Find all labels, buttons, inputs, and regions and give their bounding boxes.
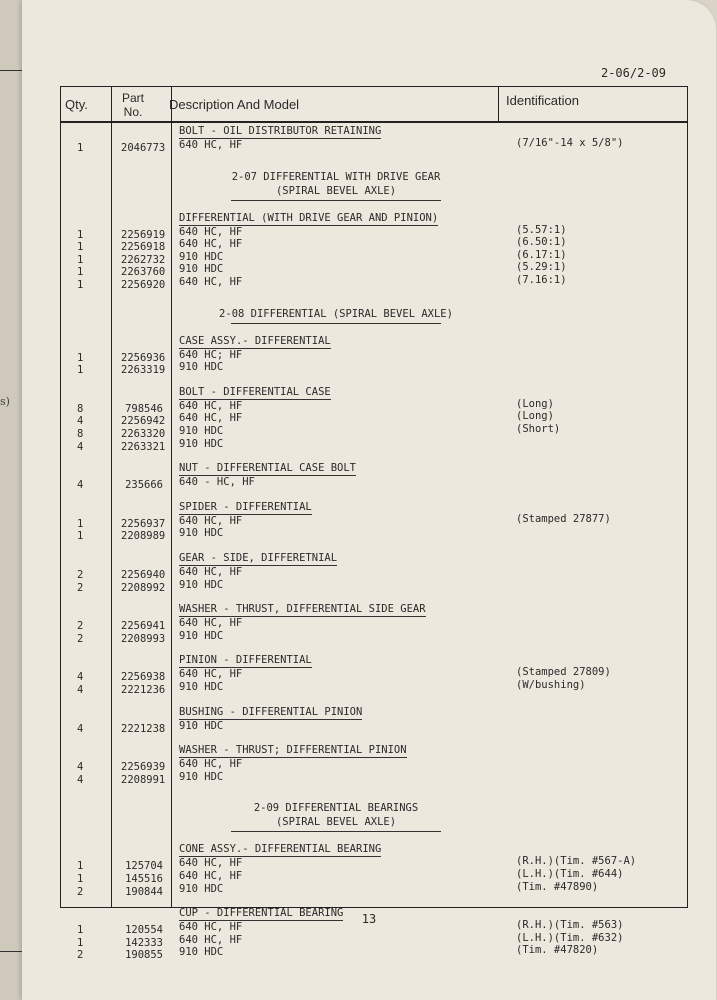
qty-cell: 1 (77, 266, 84, 279)
catalog-page (22, 0, 716, 1000)
section-heading-line: (SPIRAL BEVEL AXLE) (275, 816, 397, 829)
group-title: DIFFERENTIAL (WITH DRIVE GEAR AND PINION) (179, 211, 439, 224)
part-number-cell: 2256918 (121, 241, 166, 254)
column-divider (498, 87, 499, 121)
model-cell: 910 HDC (179, 578, 224, 591)
group-title: CONE ASSY.- DIFFERENTIAL BEARING (179, 843, 382, 856)
identification-cell: (L.H.)(Tim. #644) (516, 868, 624, 880)
model-cell: 640 HC, HF (179, 933, 243, 946)
part-number-cell: 235666 (125, 479, 163, 492)
part-number-cell: 2263760 (121, 266, 166, 279)
identification-cell: (Stamped 27877) (516, 512, 611, 525)
section-heading-line: 2-08 DIFFERENTIAL (SPIRAL BEVEL AXLE) (219, 307, 453, 320)
model-cell: 910 HDC (179, 882, 224, 895)
header-description: Description And Model (169, 97, 300, 112)
identification-cell: (R.H.)(Tim. #563) (516, 919, 624, 932)
part-number-cell: 2256938 (121, 671, 166, 684)
identification-cell: (Tim. #47890) (516, 880, 599, 893)
qty-cell: 1 (77, 351, 84, 364)
qty-cell: 4 (77, 440, 84, 453)
qty-cell: 1 (77, 364, 84, 377)
model-cell: 910 HDC (179, 770, 224, 783)
qty-cell: 4 (77, 671, 84, 684)
qty-cell: 1 (77, 142, 84, 154)
section-heading-line: (SPIRAL BEVEL AXLE) (275, 184, 397, 197)
model-cell: 640 HC, HF (179, 139, 243, 151)
part-number-cell: 142333 (125, 936, 163, 949)
part-number-cell: 2256939 (121, 761, 166, 774)
qty-cell: 2 (77, 885, 84, 898)
qty-cell: 1 (77, 924, 84, 937)
model-cell: 640 HC, HF (179, 225, 243, 238)
model-cell: 640 HC, HF (179, 921, 243, 934)
qty-cell: 1 (77, 241, 84, 254)
part-number-cell: 2208991 (121, 773, 166, 786)
identification-cell: (Stamped 27809) (516, 666, 611, 679)
table-header (61, 87, 687, 123)
qty-cell: 8 (77, 428, 84, 440)
model-cell: 640 HC, HF (179, 566, 243, 578)
qty-cell: 4 (77, 684, 84, 696)
group-title: GEAR - SIDE, DIFFERETNIAL (179, 552, 338, 564)
section-heading-line: 2-09 DIFFERENTIAL BEARINGS (253, 802, 419, 815)
qty-cell: 2 (77, 581, 84, 594)
group-title: WASHER - THRUST, DIFFERENTIAL SIDE GEAR (179, 603, 426, 616)
model-cell: 640 HC, HF (179, 276, 243, 288)
qty-cell: 2 (77, 569, 84, 581)
identification-cell: (Long) (516, 410, 554, 423)
qty-cell: 2 (77, 620, 84, 633)
qty-cell: 4 (77, 761, 84, 774)
identification-cell: (5.57:1) (516, 223, 567, 236)
section-underline (231, 200, 441, 201)
section-heading-line: 2-07 DIFFERENTIAL WITH DRIVE GEAR (231, 170, 441, 183)
identification-cell: (7/16"-14 x 5/8") (516, 137, 624, 149)
model-cell: 640 HC, HF (179, 514, 243, 527)
qty-cell: 4 (77, 479, 84, 492)
part-number-cell: 2221238 (121, 722, 166, 735)
section-underline (231, 831, 441, 832)
header-part-no: Part No. (121, 91, 144, 119)
group-title: CUP - DIFFERENTIAL BEARING (179, 907, 344, 920)
qty-cell: 4 (77, 415, 84, 428)
part-number-cell: 190855 (125, 949, 163, 962)
model-cell: 910 HDC (179, 263, 224, 276)
header-qty: Qty. (65, 97, 88, 112)
part-number-cell: 2208993 (121, 632, 166, 645)
section-heading (171, 801, 501, 829)
model-cell: 910 HDC (179, 527, 224, 540)
model-cell: 910 HDC (179, 681, 224, 693)
model-cell: 910 HDC (179, 719, 224, 732)
qty-cell: 1 (77, 517, 84, 530)
identification-cell: (Short) (516, 423, 561, 435)
qty-cell: 1 (77, 279, 84, 291)
facing-page-border (0, 70, 24, 952)
identification-cell: (R.H.)(Tim. #567-A) (516, 855, 637, 868)
identification-cell: (L.H.)(Tim. #632) (516, 931, 624, 944)
part-number-cell: 2256940 (121, 569, 166, 581)
identification-cell: (W/bushing) (516, 679, 586, 691)
model-cell: 640 HC, HF (179, 238, 243, 251)
group-title: CASE ASSY.- DIFFERENTIAL (179, 334, 331, 347)
part-number-cell: 2256936 (121, 351, 166, 364)
column-divider (111, 87, 112, 907)
identification-cell: (Tim. #47820) (516, 944, 599, 957)
identification-cell: (6.50:1) (516, 236, 567, 249)
model-cell: 910 HDC (179, 437, 224, 450)
group-title: SPIDER - DIFFERENTIAL (179, 500, 312, 513)
identification-cell: (7.16:1) (516, 274, 567, 286)
part-number-cell: 190844 (125, 885, 163, 898)
qty-cell: 1 (77, 253, 84, 266)
part-number-cell: 120554 (125, 924, 163, 937)
model-cell: 640 HC; HF (179, 348, 243, 361)
identification-cell: (Long) (516, 397, 554, 410)
page-section-ref: 2-06/2-09 (600, 66, 666, 80)
part-number-cell: 2221236 (121, 684, 166, 696)
part-number-cell: 2256920 (121, 279, 166, 291)
group-title: WASHER - THRUST; DIFFERENTIAL PINION (179, 744, 407, 757)
model-cell: 640 HC, HF (179, 617, 243, 630)
model-cell: 910 HDC (179, 361, 224, 374)
facing-page-text: s) (0, 395, 10, 408)
page-number: 13 (361, 912, 377, 926)
header-identification: Identification (506, 93, 579, 108)
model-cell: 640 - HC, HF (179, 476, 255, 489)
model-cell: 640 HC, HF (179, 412, 243, 425)
identification-cell: (6.17:1) (516, 248, 567, 261)
model-cell: 910 HDC (179, 629, 224, 642)
group-title: NUT - DIFFERENTIAL CASE BOLT (179, 462, 357, 475)
qty-cell: 1 (77, 530, 84, 543)
model-cell: 640 HC, HF (179, 857, 243, 870)
group-title: PINION - DIFFERENTIAL (179, 654, 312, 667)
qty-cell: 1 (77, 228, 84, 241)
group-title: BUSHING - DIFFERENTIAL PINION (179, 705, 363, 718)
identification-cell: (5.29:1) (516, 261, 567, 274)
group-title: BOLT - OIL DISTRIBUTOR RETAINING (179, 125, 382, 137)
part-number-cell: 2256942 (121, 415, 166, 428)
qty-cell: 4 (77, 722, 84, 735)
qty-cell: 2 (77, 632, 84, 645)
part-number-cell: 798546 (125, 402, 163, 415)
qty-cell: 1 (77, 936, 84, 949)
part-number-cell: 145516 (125, 873, 163, 885)
part-number-cell: 2256937 (121, 517, 166, 530)
part-number-cell: 125704 (125, 860, 163, 873)
model-cell: 640 HC, HF (179, 399, 243, 412)
qty-cell: 1 (77, 860, 84, 873)
section-underline (231, 323, 441, 324)
qty-cell: 2 (77, 949, 84, 962)
part-number-cell: 2256919 (121, 228, 166, 241)
model-cell: 910 HDC (179, 425, 224, 437)
model-cell: 640 HC, HF (179, 668, 243, 681)
group-title: BOLT - DIFFERENTIAL CASE (179, 385, 331, 398)
column-divider (171, 87, 172, 907)
qty-cell: 4 (77, 773, 84, 786)
model-cell: 640 HC, HF (179, 758, 243, 771)
qty-cell: 1 (77, 873, 84, 885)
part-number-cell: 2208992 (121, 581, 166, 594)
section-heading (171, 170, 501, 198)
part-number-cell: 2046773 (121, 142, 166, 154)
model-cell: 640 HC, HF (179, 870, 243, 882)
part-number-cell: 2263319 (121, 364, 166, 377)
qty-cell: 8 (77, 402, 84, 415)
part-number-cell: 2263321 (121, 440, 166, 453)
part-number-cell: 2208989 (121, 530, 166, 543)
part-number-cell: 2256941 (121, 620, 166, 633)
model-cell: 910 HDC (179, 946, 224, 959)
model-cell: 910 HDC (179, 250, 224, 263)
part-number-cell: 2262732 (121, 253, 166, 266)
section-heading (171, 307, 501, 321)
part-number-cell: 2263320 (121, 428, 166, 440)
